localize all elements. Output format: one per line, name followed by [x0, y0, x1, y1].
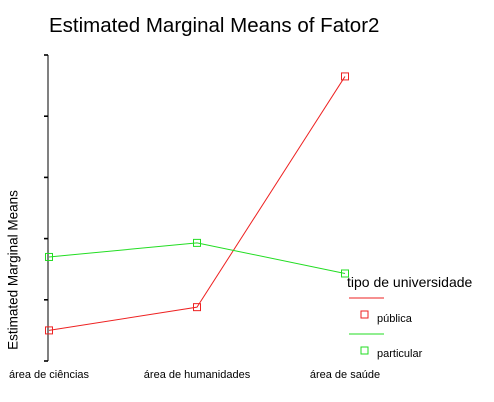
x-tick-label-saude: área de saúde [309, 369, 381, 381]
legend-marker-0 [361, 311, 368, 318]
legend-label-particular: particular [377, 348, 423, 360]
x-tick-label-ciencias: área de ciências [8, 369, 90, 381]
legend-label-publica: pública [377, 313, 412, 325]
series-line-1 [49, 243, 345, 274]
chart-title: Estimated Marginal Means of Fator2 [49, 14, 380, 37]
legend-title: tipo de universidade [347, 274, 473, 290]
series-line-0 [49, 76, 345, 330]
y-axis-label: Estimated Marginal Means [5, 190, 21, 350]
legend-marker-1 [361, 347, 368, 354]
x-tick-label-humanidades: área de humanidades [143, 369, 251, 381]
